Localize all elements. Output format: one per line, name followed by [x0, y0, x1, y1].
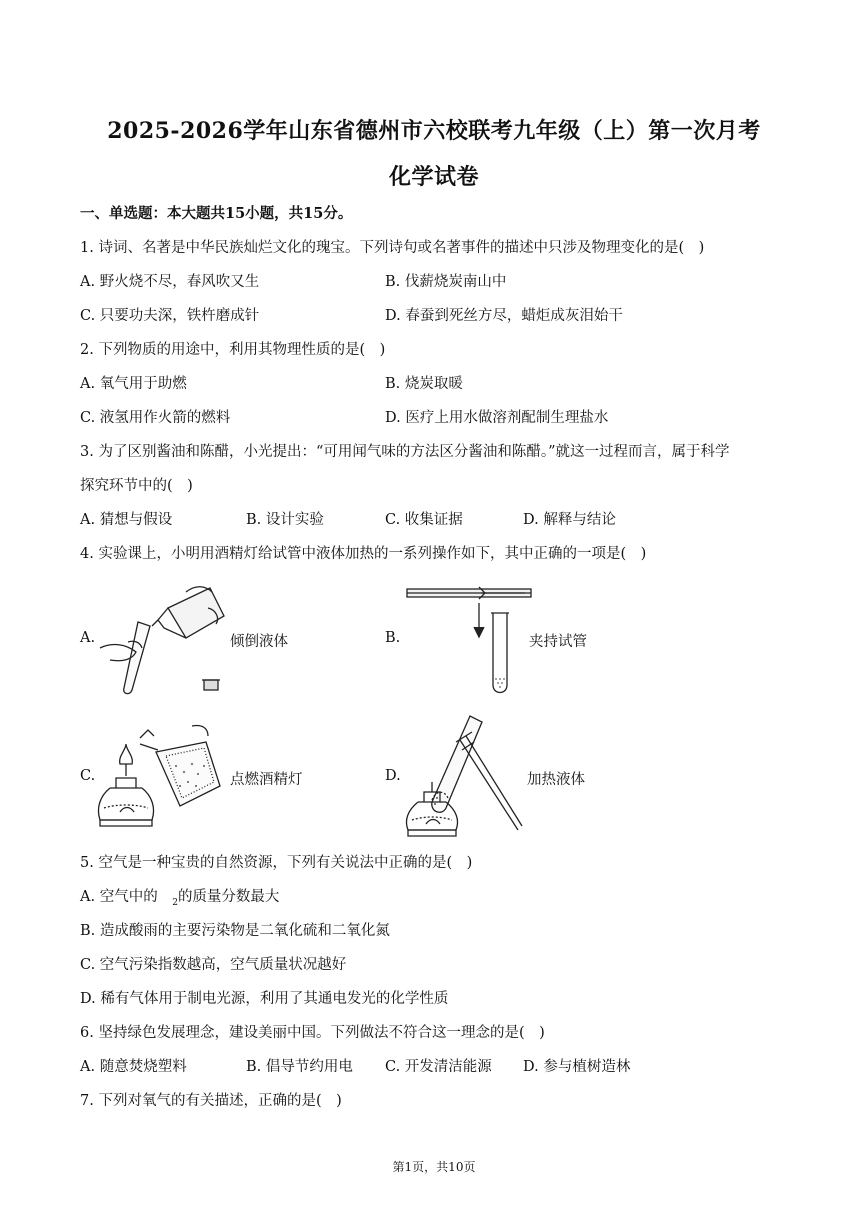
q3-option-c: C. 收集证据	[385, 512, 463, 528]
q2-option-b: B. 烧炭取暖	[385, 376, 463, 392]
q2-option-d: D. 医疗上用水做溶剂配制生理盐水	[385, 410, 609, 426]
q2-stem: 2. 下列物质的用途中，利用其物理性质的是( )	[80, 342, 386, 358]
q1-option-a: A. 野火烧不尽，春风吹又生	[80, 274, 260, 290]
q1-option-d: D. 春蚕到死丝方尽，蜡炬成灰泪始干	[385, 308, 623, 324]
q4-stem: 4. 实验课上，小明用酒精灯给试管中液体加热的一系列操作如下，其中正确的一项是( )	[80, 546, 647, 562]
q4-option-b-label: 夹持试管	[529, 634, 587, 650]
q4-option-d-letter: D.	[385, 768, 401, 784]
q5-option-b: B. 造成酸雨的主要污染物是二氧化硫和二氧化氮	[80, 923, 390, 939]
q5-option-d: D. 稀有气体用于制电光源，利用了其通电发光的化学性质	[80, 991, 449, 1007]
q3-option-d: D. 解释与结论	[523, 512, 616, 528]
q3-option-a: A. 猜想与假设	[80, 512, 173, 528]
q6-option-d: D. 参与植树造林	[523, 1059, 631, 1075]
q4-option-c-letter: C.	[80, 768, 96, 784]
q4-option-a-label: 倾倒液体	[230, 634, 288, 650]
pouring-liquid-figure	[98, 578, 228, 698]
q5-option-a-sub: 2	[172, 897, 178, 908]
q6-option-b: B. 倡导节约用电	[246, 1059, 353, 1075]
q1-option-b: B. 伐薪烧炭南山中	[385, 274, 507, 290]
q3-stem-line2: 探究环节中的( )	[80, 478, 193, 494]
q2-option-c: C. 液氢用作火箭的燃料	[80, 410, 231, 426]
q2-option-a: A. 氧气用于助燃	[80, 376, 187, 392]
q6-stem: 6. 坚持绿色发展理念，建设美丽中国。下列做法不符合这一理念的是( )	[80, 1025, 545, 1041]
q6-option-a: A. 随意焚烧塑料	[80, 1059, 187, 1075]
q3-option-b: B. 设计实验	[246, 512, 324, 528]
q5-option-a-pre: A. 空气中的	[80, 889, 158, 905]
exam-title-line1: 2025-2026学年山东省德州市六校联考九年级（上）第一次月考	[107, 118, 761, 144]
q7-stem: 7. 下列对氧气的有关描述，正确的是( )	[80, 1093, 342, 1109]
q5-option-a	[80, 887, 279, 913]
q1-stem: 1. 诗词、名著是中华民族灿烂文化的瑰宝。下列诗句或名著事件的描述中只涉及物理变化的是( )	[80, 240, 705, 256]
section-heading: 一、单选题：本大题共15小题，共15分。	[80, 205, 353, 222]
q6-option-c: C. 开发清洁能源	[385, 1059, 492, 1075]
lighting-lamp-figure	[96, 716, 230, 838]
q4-option-b-letter: B.	[385, 630, 401, 646]
exam-title-line2: 化学试卷	[388, 164, 479, 190]
q1-option-c: C. 只要功夫深，铁杵磨成针	[80, 308, 260, 324]
test-tube-holder-figure	[405, 583, 535, 698]
q5-stem: 5. 空气是一种宝贵的自然资源，下列有关说法中正确的是( )	[80, 855, 473, 871]
q5-option-c: C. 空气污染指数越高，空气质量状况越好	[80, 957, 347, 973]
q4-option-a-letter: A.	[80, 630, 96, 646]
q5-option-a-post: 的质量分数最大	[177, 889, 280, 905]
q3-stem-line1: 3. 为了区别酱油和陈醋，小光提出：“可用闻气味的方法区分酱油和陈醋。”就这一过程而言，属于科学	[80, 444, 730, 460]
q4-option-d-label: 加热液体	[527, 772, 585, 788]
page-footer: 第1页，共10页	[392, 1160, 476, 1174]
q4-option-c-label: 点燃酒精灯	[230, 772, 303, 788]
heating-liquid-figure	[404, 712, 528, 840]
